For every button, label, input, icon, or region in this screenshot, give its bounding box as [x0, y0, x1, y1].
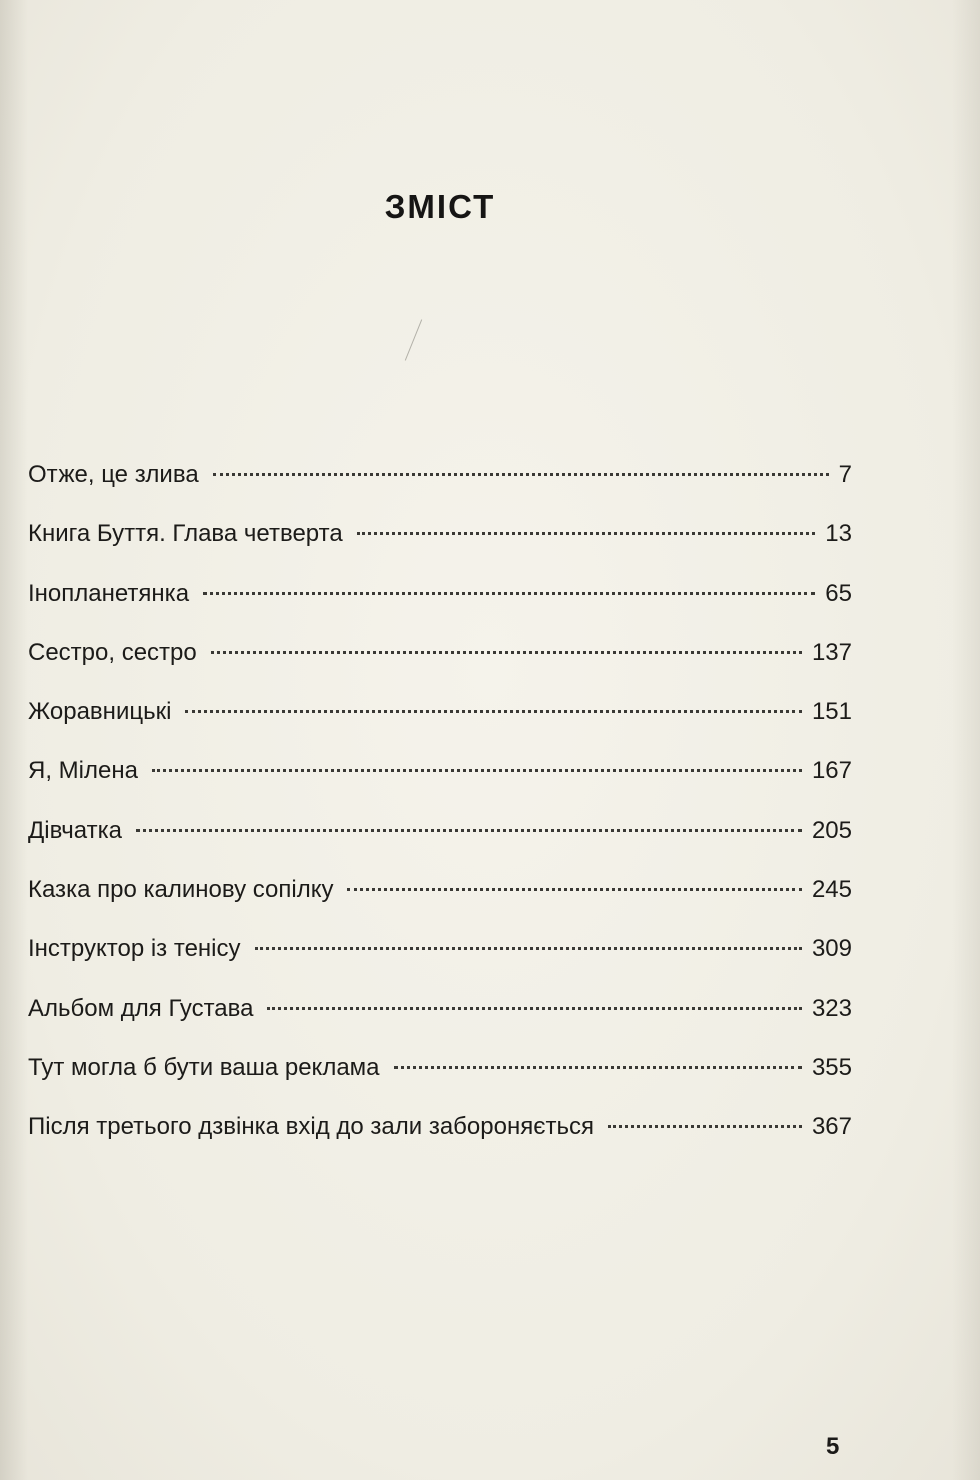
toc-entry: [28, 631, 852, 690]
toc-entry-title: Інопланетянка: [28, 579, 190, 607]
toc-dot-leader: [347, 888, 801, 891]
toc-entry-page: 309: [811, 935, 852, 963]
toc-entry-title: Я, Мілена: [28, 757, 138, 785]
page-edge-shadow-right: [952, 0, 980, 1480]
toc-entry-page: 355: [811, 1053, 852, 1081]
toc-entry-title: Жоравницькі: [28, 698, 172, 726]
toc-entry: [28, 1105, 852, 1164]
toc-dot-leader: [213, 473, 829, 476]
toc-entry-title: Книга Буття. Глава четверта: [28, 520, 343, 548]
table-of-contents: [28, 453, 852, 1165]
toc-entry-page: 323: [811, 994, 852, 1022]
toc-dot-leader: [267, 1007, 801, 1010]
toc-entry: [28, 572, 852, 631]
toc-entry: [28, 749, 852, 808]
toc-entry-page: 245: [811, 876, 852, 904]
toc-entry: [28, 1046, 852, 1105]
toc-entry-title: Тут могла б бути ваша реклама: [28, 1053, 380, 1081]
toc-entry: [28, 453, 852, 512]
toc-dot-leader: [255, 947, 802, 950]
toc-entry-page: 367: [811, 1113, 852, 1141]
toc-entry: [28, 868, 852, 927]
page-number: 5: [826, 1433, 840, 1460]
toc-entry-page: 65: [825, 579, 852, 607]
toc-dot-leader: [185, 710, 802, 713]
toc-entry: [28, 512, 852, 571]
toc-dot-leader: [608, 1125, 802, 1128]
toc-entry: [28, 927, 852, 986]
paper-mark: [405, 319, 422, 360]
toc-entry-page: 205: [811, 816, 852, 844]
toc-entry: [28, 690, 852, 749]
toc-entry-title: Казка про калинову сопілку: [28, 876, 334, 904]
toc-entry-title: Дівчатка: [28, 816, 122, 844]
toc-dot-leader: [357, 532, 816, 535]
toc-dot-leader: [136, 829, 802, 832]
toc-entry-title: Отже, це злива: [28, 461, 199, 488]
toc-entry: [28, 987, 852, 1046]
page-title: ЗМІСТ: [384, 188, 496, 225]
toc-dot-leader: [211, 651, 802, 654]
toc-entry-title: Інструктор із тенісу: [28, 935, 241, 963]
toc-entry-page: 137: [811, 638, 852, 666]
toc-dot-leader: [394, 1066, 802, 1069]
toc-entry-page: 167: [811, 757, 852, 785]
toc-entry-page: 13: [825, 520, 852, 548]
toc-entry-title: Після третього дзвінка вхід до зали забороняється: [28, 1113, 594, 1141]
toc-entry-page: 151: [811, 698, 852, 726]
toc-dot-leader: [152, 769, 802, 772]
toc-entry-page: 7: [838, 461, 852, 488]
toc-entry-title: Сестро, сестро: [28, 638, 197, 666]
toc-entry-title: Альбом для Густава: [28, 994, 254, 1022]
toc-dot-leader: [203, 592, 815, 595]
toc-entry: [28, 809, 852, 868]
